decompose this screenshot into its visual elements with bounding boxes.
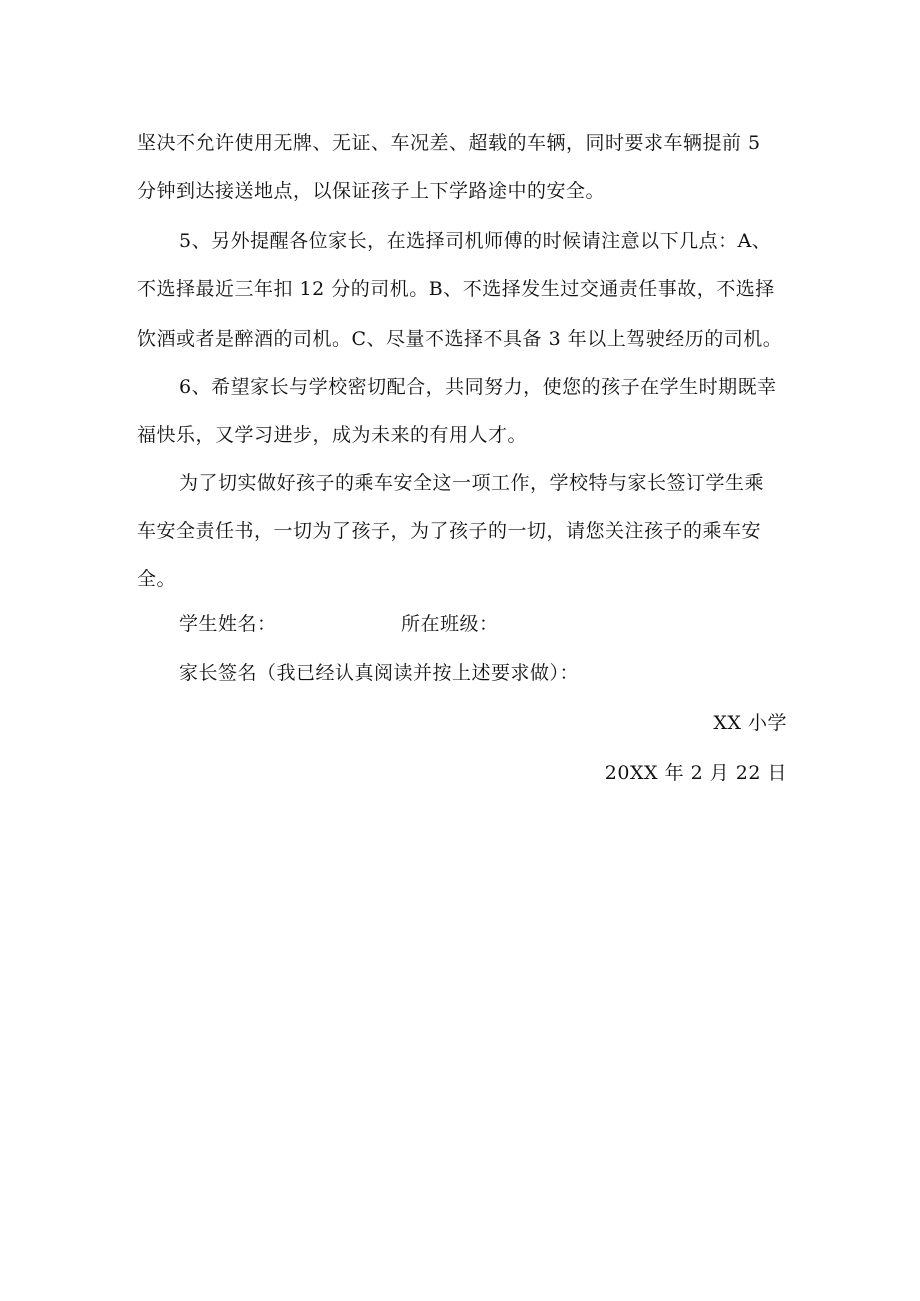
paragraph-line: 福快乐，又学习进步，成为未来的有用人才。 (137, 424, 528, 446)
student-name-label: 学生姓名： (179, 613, 277, 635)
paragraph-line: 为了切实做好孩子的乘车安全这一项工作，学校特与家长签订学生乘 (179, 472, 765, 494)
paragraph-line: 饮酒或者是醉酒的司机。C、尽量不选择不具备 3 年以上驾驶经历的司机。 (137, 328, 783, 350)
paragraph-line: 6、希望家长与学校密切配合，共同努力，使您的孩子在学生时期既幸 (179, 376, 777, 398)
signature-date: 20XX 年 2 月 22 日 (604, 762, 787, 784)
paragraph-line: 坚决不允许使用无牌、无证、车况差、超载的车辆，同时要求车辆提前 5 (137, 132, 761, 154)
paragraph-line: 车安全责任书，一切为了孩子，为了孩子的一切，请您关注孩子的乘车安 (137, 520, 762, 542)
parent-signature-label: 家长签名（我已经认真阅读并按上述要求做）： (179, 662, 580, 684)
paragraph-line: 分钟到达接送地点，以保证孩子上下学路途中的安全。 (137, 180, 606, 202)
paragraph-line: 全。 (137, 568, 177, 590)
paragraph-line: 5、另外提醒各位家长，在选择司机师傅的时候请注意以下几点：A、 (179, 230, 772, 252)
paragraph-line: 不选择最近三年扣 12 分的司机。B、不选择发生过交通责任事故，不选择 (137, 278, 775, 300)
school-name: XX 小学 (713, 712, 787, 734)
class-label: 所在班级： (401, 613, 499, 635)
